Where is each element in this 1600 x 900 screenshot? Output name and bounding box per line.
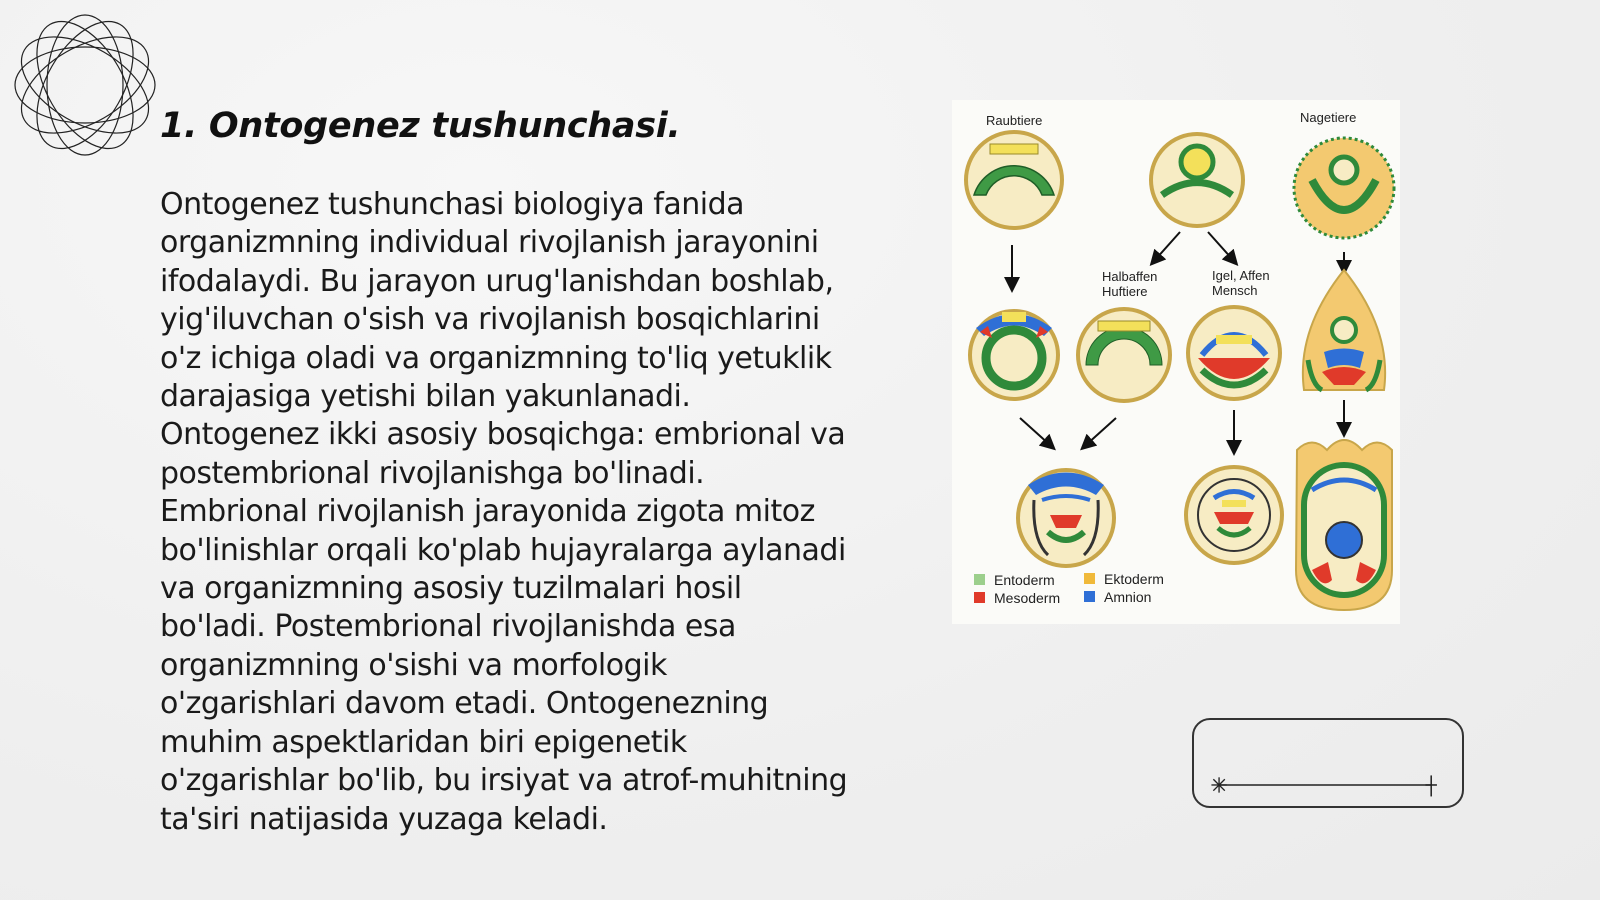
embryo-igel-stage3 — [1186, 467, 1282, 563]
embryo-nagetiere-stage3 — [1296, 440, 1392, 610]
decorative-rings-logo — [10, 10, 160, 160]
label-huftiere: Huftiere — [1102, 284, 1148, 299]
legend-swatch-entoderm — [974, 574, 985, 585]
embryo-igel-stage2 — [1188, 307, 1280, 399]
legend-swatch-ektoderm — [1084, 573, 1095, 584]
legend-label-entoderm: Entoderm — [994, 572, 1055, 588]
slide-paragraph: Ontogenez tushunchasi biologiya fanida organizmning individual rivojlanish jarayonini ifodalaydi. Bu jarayon urug'lanishdan boshlab, yig'iluvchan o'sish va rivojlanish bosqichlarini o'z ichiga oladi va organizmning to'liq yetuklik darajasiga yetishi bilan yakunlanadi. Ontogenez ikki asosiy bosqichga: embrional va postembrional rivojlanishga bo'linadi. Embrional rivojlanish jarayonida zigota mitoz bo'linishlar orqali ko'plab hujayralarga aylanadi va organizmning asosiy tuzilmalari hosil bo'ladi. Postembrional rivojlanishda esa organizmning o'sishi va morfologik o'zgarishlari davom etadi. Ontogenezning muhim aspektlaridan biri epigenetik o'zgarishlar bo'lib, bu irsiyat va atrof-muhitning ta'siri natijasida yuzaga keladi. — [160, 187, 848, 837]
legend-label-amnion: Amnion — [1104, 589, 1152, 605]
embryo-development-figure — [952, 100, 1400, 624]
legend-swatch-mesoderm — [974, 592, 985, 603]
cross-marker-icon — [1425, 775, 1436, 796]
decorative-timeline-box — [1192, 718, 1464, 808]
embryo-middle-stage1 — [1151, 134, 1243, 226]
label-mensch: Mensch — [1212, 283, 1258, 298]
embryo-nagetiere-stage2 — [1303, 270, 1385, 390]
embryo-raubtiere-stage1 — [966, 132, 1062, 228]
legend-label-ektoderm: Ektoderm — [1104, 571, 1164, 587]
embryo-raubtiere-stage3 — [1018, 470, 1114, 566]
label-halbaffen: Halbaffen — [1102, 269, 1158, 284]
label-raubtiere: Raubtiere — [986, 113, 1043, 128]
sparkle-icon — [1211, 777, 1226, 792]
label-igel-affen: Igel, Affen — [1212, 268, 1270, 283]
embryo-raubtiere-stage2 — [970, 311, 1058, 399]
slide-title: 1. Ontogenez tushunchasi. — [160, 106, 681, 146]
legend-label-mesoderm: Mesoderm — [994, 590, 1061, 606]
embryo-nagetiere-stage1 — [1294, 138, 1394, 238]
figure-legend — [974, 571, 1164, 606]
embryo-halbaffen-stage2 — [1078, 309, 1170, 401]
label-nagetiere: Nagetiere — [1300, 110, 1357, 125]
legend-swatch-amnion — [1084, 591, 1095, 602]
